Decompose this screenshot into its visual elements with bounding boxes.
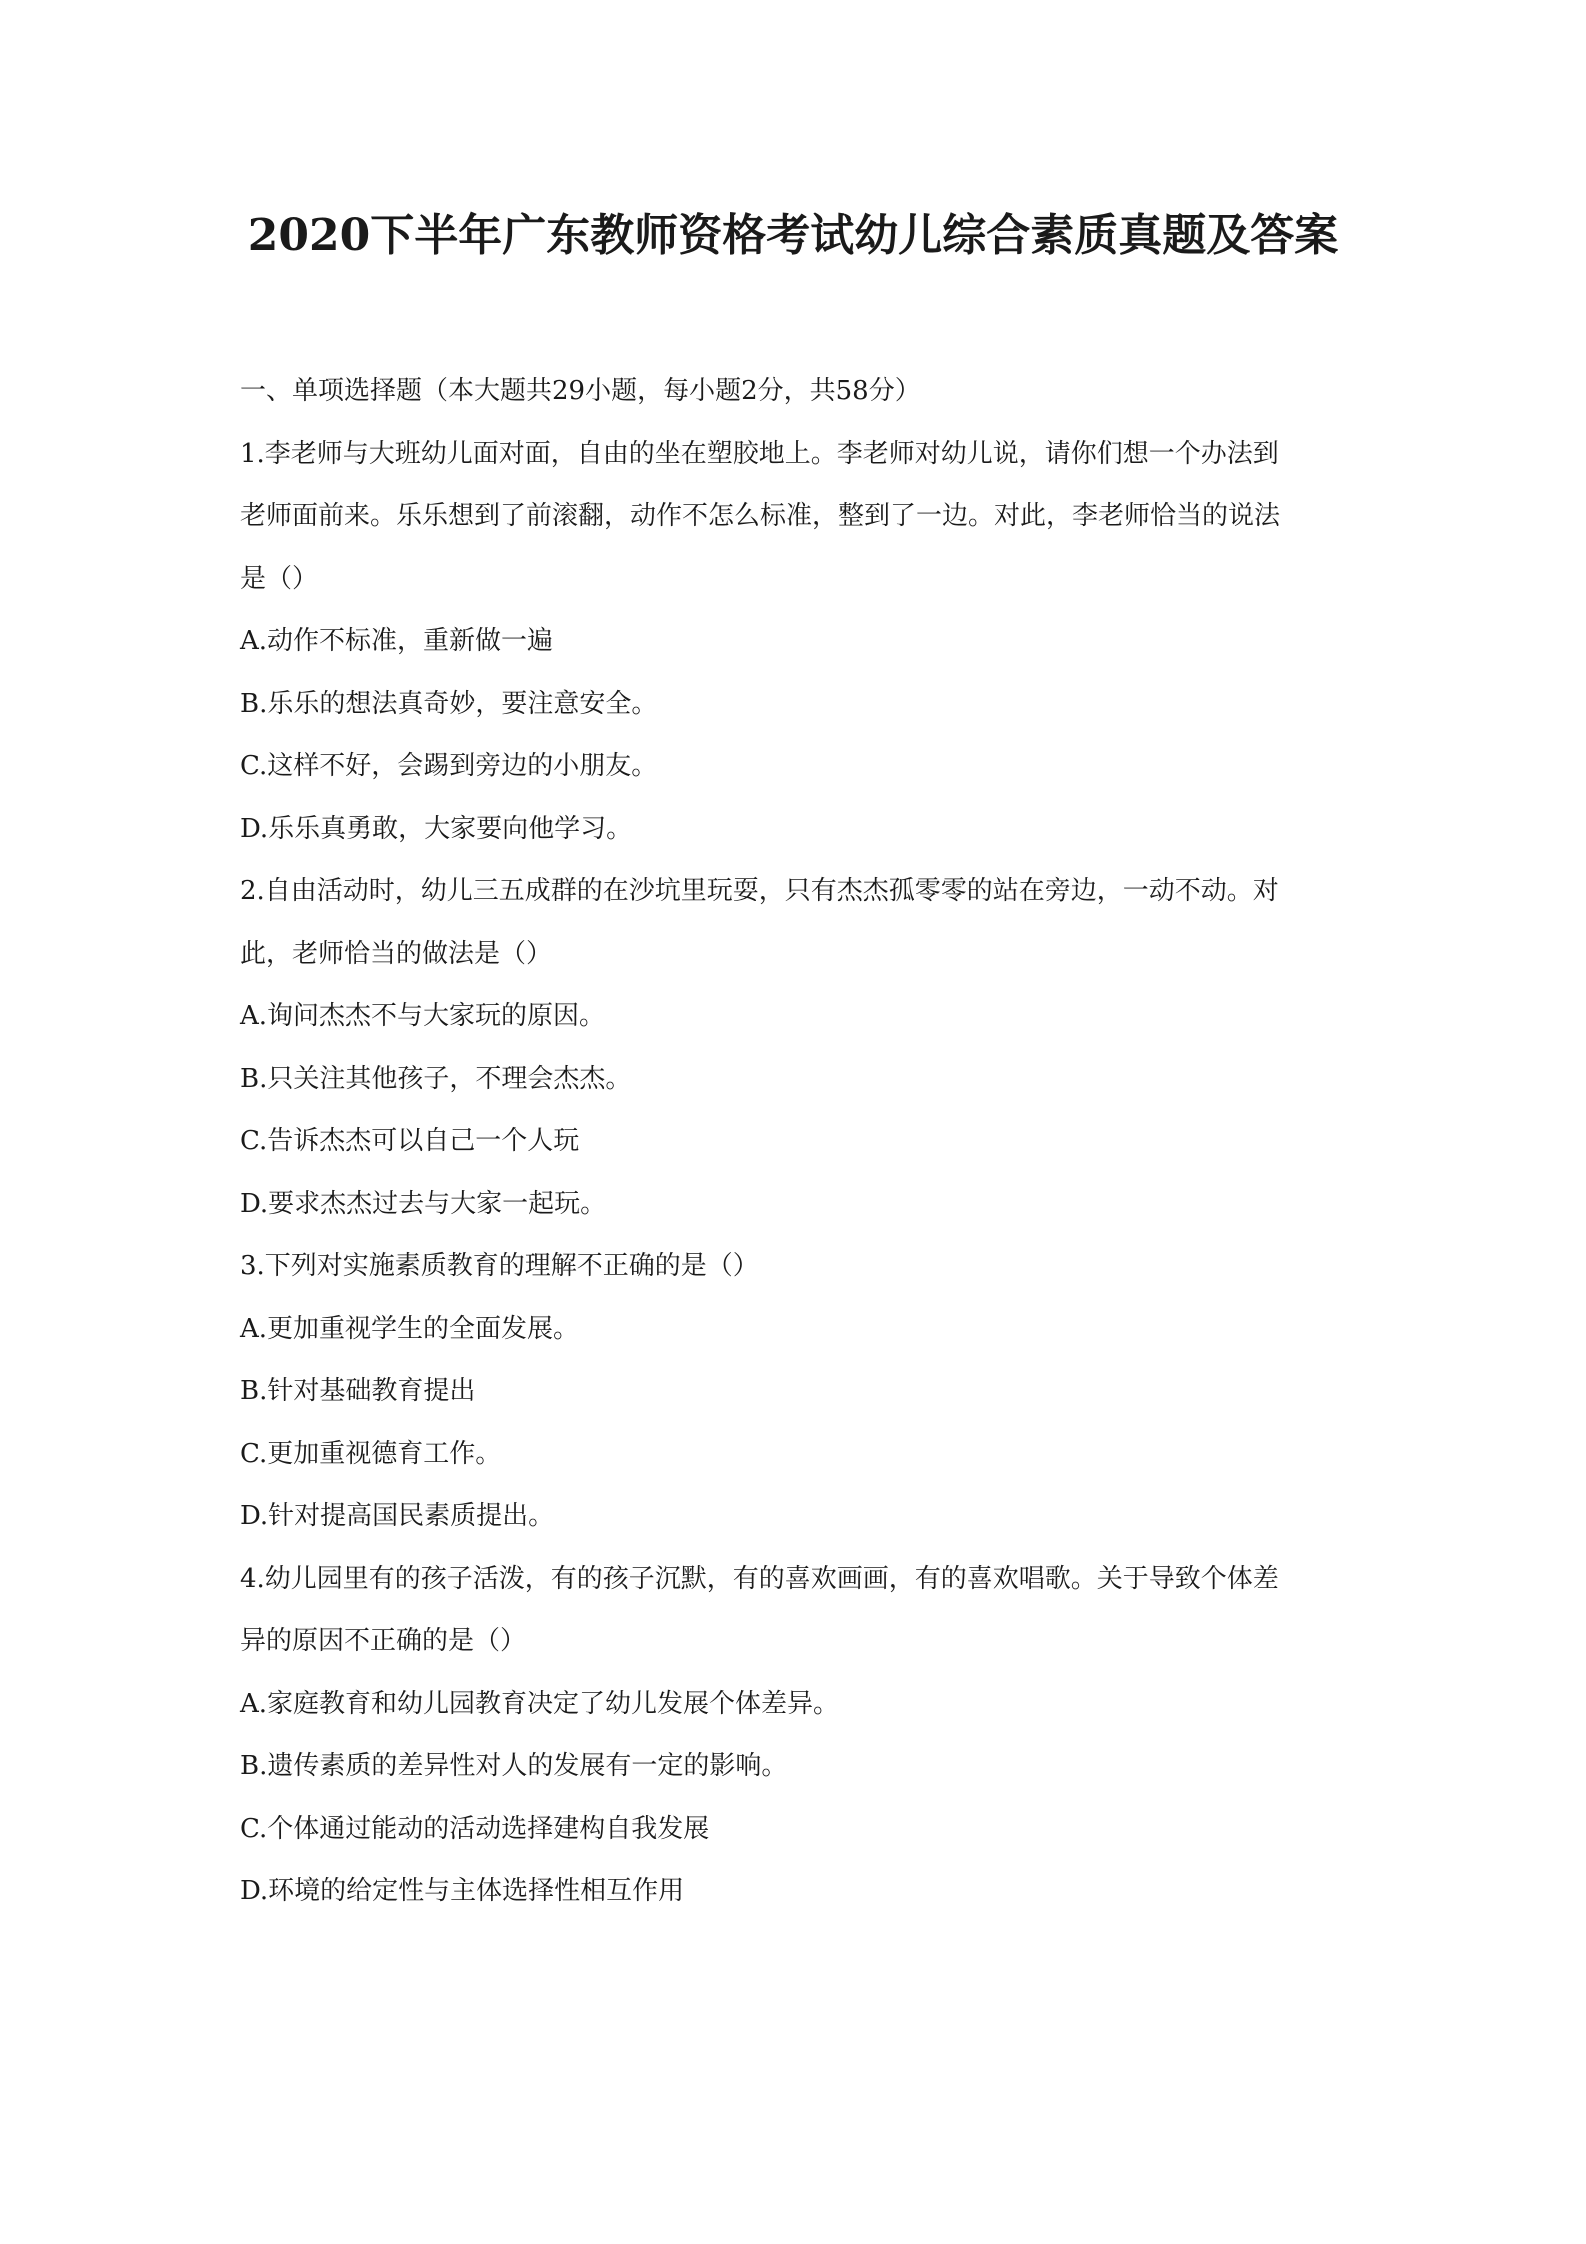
question-1-option-b: B.乐乐的想法真奇妙，要注意安全。 [240, 688, 658, 719]
question-3-option-b: B.针对基础教育提出 [240, 1376, 476, 1406]
question-1-option-d: D.乐乐真勇敢，大家要向他学习。 [240, 813, 633, 844]
document-body [240, 360, 1360, 1923]
question-4-line-2: 异的原因不正确的是（） [240, 1626, 527, 1656]
question-2-option-b: B.只关注其他孩子，不理会杰杰。 [240, 1063, 632, 1094]
question-3-option-c: C.更加重视德育工作。 [240, 1438, 502, 1469]
question-3-line-1: 3.下列对实施素质教育的理解不正确的是（） [240, 1251, 759, 1281]
question-1-line-1: 1.李老师与大班幼儿面对面，自由的坐在塑胶地上。李老师对幼儿说，请你们想一个办法到 [240, 438, 1279, 469]
question-2-option-d: D.要求杰杰过去与大家一起玩。 [240, 1188, 607, 1219]
question-1-line-2: 老师面前来。乐乐想到了前滚翻，动作不怎么标准，整到了一边。对此，李老师恰当的说法 [240, 501, 1281, 531]
question-2-option-a: A.询问杰杰不与大家玩的原因。 [240, 1001, 606, 1031]
question-3-option-a: A.更加重视学生的全面发展。 [240, 1313, 580, 1344]
question-3-option-d: D.针对提高国民素质提出。 [240, 1501, 555, 1531]
question-4-option-b: B.遗传素质的差异性对人的发展有一定的影响。 [240, 1751, 788, 1781]
question-1-line-3: 是（） [240, 563, 319, 594]
question-4-line-1: 4.幼儿园里有的孩子活泼，有的孩子沉默，有的喜欢画画，有的喜欢唱歌。关于导致个体差 [240, 1563, 1279, 1594]
question-4-option-a: A.家庭教育和幼儿园教育决定了幼儿发展个体差异。 [240, 1688, 840, 1719]
question-2-line-1: 2.自由活动时，幼儿三五成群的在沙坑里玩耍，只有杰杰孤零零的站在旁边，一动不动。对 [240, 876, 1279, 906]
document-title: 2020下半年广东教师资格考试幼儿综合素质真题及答案 [247, 210, 1339, 261]
question-1-option-c: C.这样不好，会踢到旁边的小朋友。 [240, 751, 658, 781]
question-4-option-c: C.个体通过能动的活动选择建构自我发展 [240, 1813, 710, 1844]
question-1-option-a: A.动作不标准，重新做一遍 [240, 626, 554, 656]
section-heading: 一、单项选择题（本大题共29小题，每小题2分，共58分） [240, 376, 921, 406]
question-4-option-d: D.环境的给定性与主体选择性相互作用 [240, 1876, 685, 1906]
question-2-option-c: C.告诉杰杰可以自己一个人玩 [240, 1126, 580, 1156]
question-2-line-2: 此，老师恰当的做法是（） [240, 938, 553, 969]
